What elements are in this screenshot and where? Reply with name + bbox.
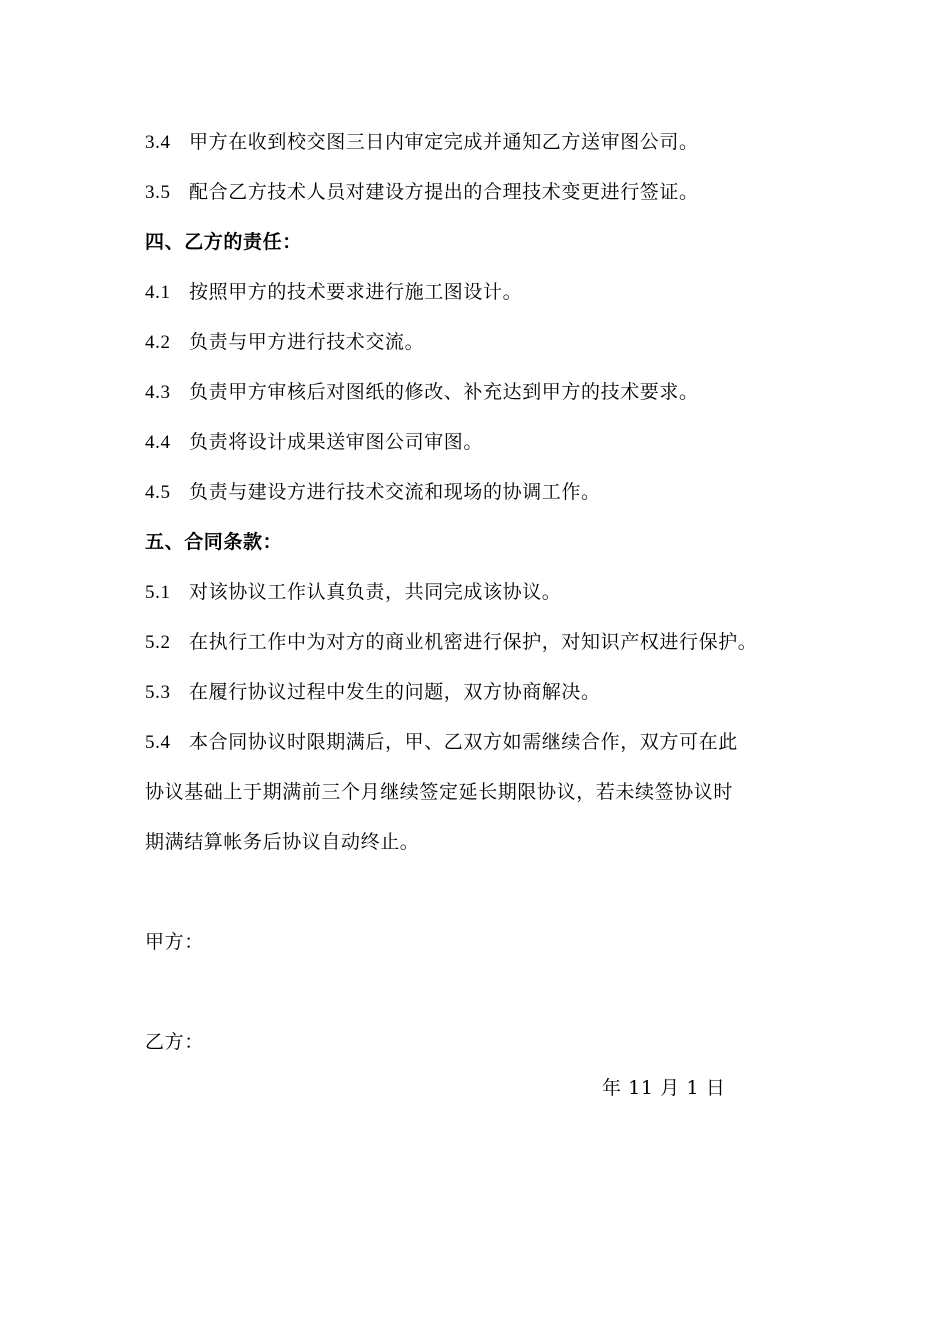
clause-4-3 [145,380,699,405]
clause-5-4-continuation: 期满结算帐务后协议自动终止。 [145,831,420,853]
clause-4-1 [145,280,522,305]
clause-text: 在执行工作中为对方的商业机密进行保护，对知识产权进行保护。 [189,631,758,653]
clause-number: 4.4 [145,432,171,453]
clause-3-4 [145,130,699,155]
clause-4-4 [145,430,483,455]
section-heading-contract-terms: 五、合同条款： [145,531,283,553]
clause-3-5 [145,180,699,205]
clause-number: 3.4 [145,132,171,153]
clause-number: 5.4 [145,732,171,753]
clause-number: 3.5 [145,182,171,203]
clause-text: 负责将设计成果送审图公司审图。 [189,431,484,453]
signing-date: 年 11 月 1 日 [602,1077,726,1099]
clause-text: 按照甲方的技术要求进行施工图设计。 [189,281,523,303]
clause-number: 5.2 [145,632,171,653]
clause-5-4 [145,730,738,755]
clause-number: 4.3 [145,382,171,403]
clause-text: 对该协议工作认真负责，共同完成该协议。 [189,581,562,603]
clause-number: 4.2 [145,332,171,353]
clause-5-2 [145,630,757,655]
clause-4-2 [145,330,424,355]
clause-5-1 [145,580,561,605]
clause-text: 配合乙方技术人员对建设方提出的合理技术变更进行签证。 [189,181,699,203]
clause-text: 负责与甲方进行技术交流。 [189,331,425,353]
clause-5-4-continuation: 协议基础上于期满前三个月继续签定延长期限协议，若未续签协议时 [145,781,734,803]
party-a-signature-label: 甲方： [145,931,204,953]
section-heading-party-b-responsibilities: 四、乙方的责任： [145,231,302,253]
clause-text: 负责与建设方进行技术交流和现场的协调工作。 [189,481,601,503]
clause-4-5 [145,480,601,505]
clause-text: 甲方在收到校交图三日内审定完成并通知乙方送审图公司。 [189,131,699,153]
clause-number: 4.5 [145,482,171,503]
clause-text: 在履行协议过程中发生的问题，双方协商解决。 [189,681,601,703]
clause-text: 负责甲方审核后对图纸的修改、补充达到甲方的技术要求。 [189,381,699,403]
party-b-signature-label: 乙方： [145,1031,204,1053]
clause-5-3 [145,680,601,705]
clause-number: 5.1 [145,582,171,603]
clause-number: 5.3 [145,682,171,703]
clause-text: 本合同协议时限期满后，甲、乙双方如需继续合作，双方可在此 [189,731,738,753]
clause-number: 4.1 [145,282,171,303]
